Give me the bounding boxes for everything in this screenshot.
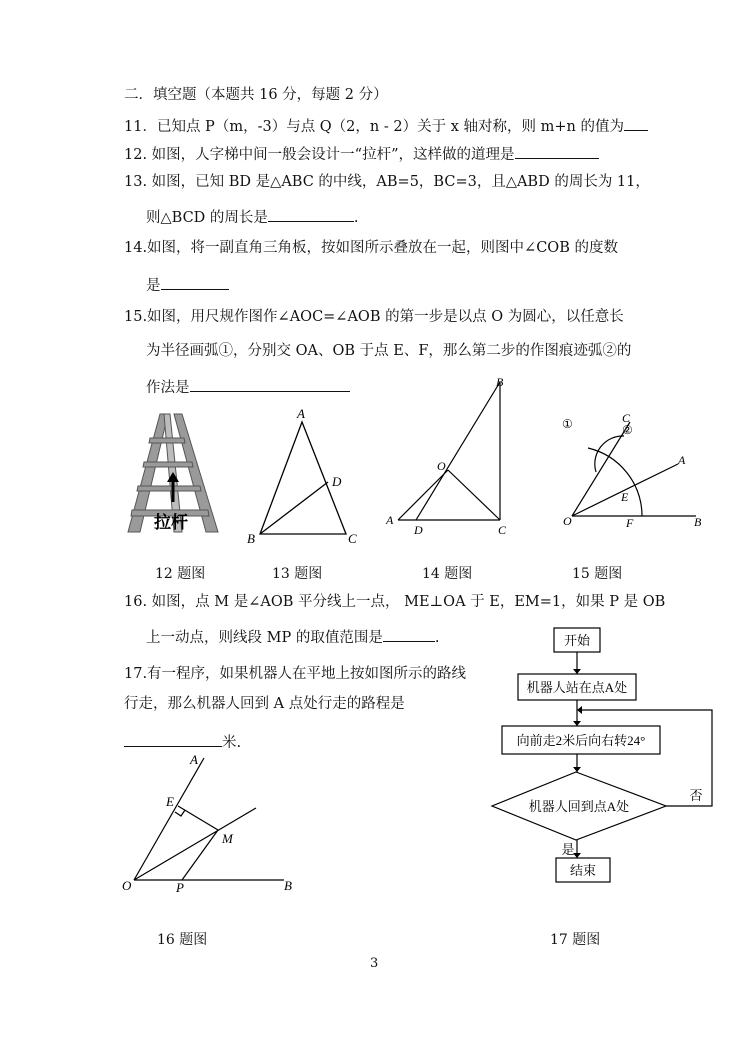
question-17-tail: 米. xyxy=(222,735,242,751)
label-c: C xyxy=(498,523,507,537)
label-f: F xyxy=(626,516,634,530)
answer-blank-17[interactable] xyxy=(124,730,222,747)
flow-no-label: 否 xyxy=(689,788,703,803)
label-o: O xyxy=(563,514,572,528)
arc-2 xyxy=(595,436,624,472)
question-12-text: 12. 如图，人字梯中间一般会设计一“拉杆”，这样做的道理是 xyxy=(124,147,515,163)
figure-16-bisector xyxy=(118,748,308,898)
caption-fig12: 12 题图 xyxy=(155,566,206,582)
answer-blank-14[interactable] xyxy=(161,273,229,290)
label-d: D xyxy=(414,523,423,537)
label-b: B xyxy=(284,878,292,893)
question-13-line2 xyxy=(146,205,359,228)
ray-oa xyxy=(134,758,204,880)
figure-14-set-squares xyxy=(380,372,520,542)
label-a: A xyxy=(386,513,394,527)
answer-blank-12[interactable] xyxy=(515,142,599,159)
hypotenuse-bd xyxy=(416,382,500,520)
label-c: C xyxy=(348,531,357,546)
side-ao xyxy=(398,470,448,520)
answer-blank-13[interactable] xyxy=(268,205,354,222)
label-arc1: ① xyxy=(562,417,573,431)
question-17: 17.有一程序，如果机器人在平地上按如图所示的路线 xyxy=(124,666,467,682)
side-oc xyxy=(448,470,500,520)
answer-blank-11[interactable] xyxy=(624,114,648,131)
label-e: E xyxy=(621,490,629,504)
question-14-line2 xyxy=(146,273,229,296)
label-b: B xyxy=(247,531,255,546)
figure-12-ladder xyxy=(118,410,228,540)
caption-fig13: 13 题图 xyxy=(272,566,323,582)
question-16-text2: 上一动点，则线段 MP 的取值范围是 xyxy=(146,630,383,646)
question-14-text2: 是 xyxy=(146,278,161,294)
answer-blank-16[interactable] xyxy=(383,625,435,642)
question-14: 14.如图，将一副直角三角板，按如图所示叠放在一起，则图中∠COB 的度数 xyxy=(124,240,618,256)
question-16: 16. 如图，点 M 是∠AOB 平分线上一点， ME⊥OA 于 E，EM=1，如果 P 是 OB xyxy=(124,594,666,610)
label-o: O xyxy=(122,878,132,893)
question-11-text: 11．已知点 P（m，-3）与点 Q（2，n - 2）关于 x 轴对称，则 m+n 的值为 xyxy=(124,119,624,135)
flow-end-label: 结束 xyxy=(569,863,597,878)
label-c: C xyxy=(622,411,631,425)
ladder-label: 拉杆 xyxy=(154,513,188,533)
label-b: B xyxy=(694,515,702,529)
segment-em xyxy=(178,806,218,830)
caption-fig14: 14 题图 xyxy=(422,566,473,582)
right-angle-mark xyxy=(175,810,185,816)
figure-13-triangle xyxy=(238,400,368,548)
question-16-tail: . xyxy=(434,630,440,646)
question-17-line2: 行走，那么机器人回到 A 点处行走的路程是 xyxy=(124,696,405,712)
question-15-text3: 作法是 xyxy=(146,380,190,396)
label-a: A xyxy=(190,752,198,767)
section-title: 二．填空题（本题共 16 分，每题 2 分） xyxy=(124,87,388,103)
answer-blank-15[interactable] xyxy=(190,375,350,392)
caption-fig16: 16 题图 xyxy=(157,932,208,948)
label-b: B xyxy=(496,375,504,389)
figure-15-construction xyxy=(558,400,708,540)
label-m: M xyxy=(222,831,233,846)
question-13-tail: . xyxy=(353,210,359,226)
question-11 xyxy=(124,114,648,137)
label-a: A xyxy=(297,406,305,421)
question-13-text2: 则△BCD 的周长是 xyxy=(146,210,268,226)
caption-fig15: 15 题图 xyxy=(572,566,623,582)
page-number: 3 xyxy=(370,956,379,971)
question-16-line2 xyxy=(146,625,439,648)
caption-fig17: 17 题图 xyxy=(550,932,601,948)
label-p: P xyxy=(176,880,184,895)
label-d: D xyxy=(332,474,342,489)
question-15-line3 xyxy=(146,375,350,398)
label-arc2: ② xyxy=(622,423,633,437)
figure-17-flowchart xyxy=(486,622,716,890)
label-a: A xyxy=(678,453,686,467)
question-13: 13. 如图，已知 BD 是△ABC 的中线，AB=5，BC=3，且△ABD 的周长为 11， xyxy=(124,174,650,190)
flow-decision-label: 机器人回到点A处 xyxy=(528,799,630,814)
question-15: 15.如图，用尺规作图作∠AOC=∠AOB 的第一步是以点 O 为圆心，以任意长 xyxy=(124,309,624,325)
question-15-line2: 为半径画弧①，分别交 OA、OB 于点 E、F，那么第二步的作图痕迹弧②的 xyxy=(146,343,632,359)
flow-step2-label: 向前走2米后向右转24° xyxy=(516,733,646,748)
bisector-om xyxy=(134,808,256,880)
flow-start-label: 开始 xyxy=(563,633,591,648)
label-o: O xyxy=(437,459,446,473)
segment-mp xyxy=(182,830,218,880)
flow-yes-label: 是 xyxy=(561,842,575,857)
question-12 xyxy=(124,142,599,165)
label-e: E xyxy=(166,794,174,809)
flow-step1-label: 机器人站在点A处 xyxy=(526,680,628,695)
arc-1 xyxy=(588,448,642,516)
